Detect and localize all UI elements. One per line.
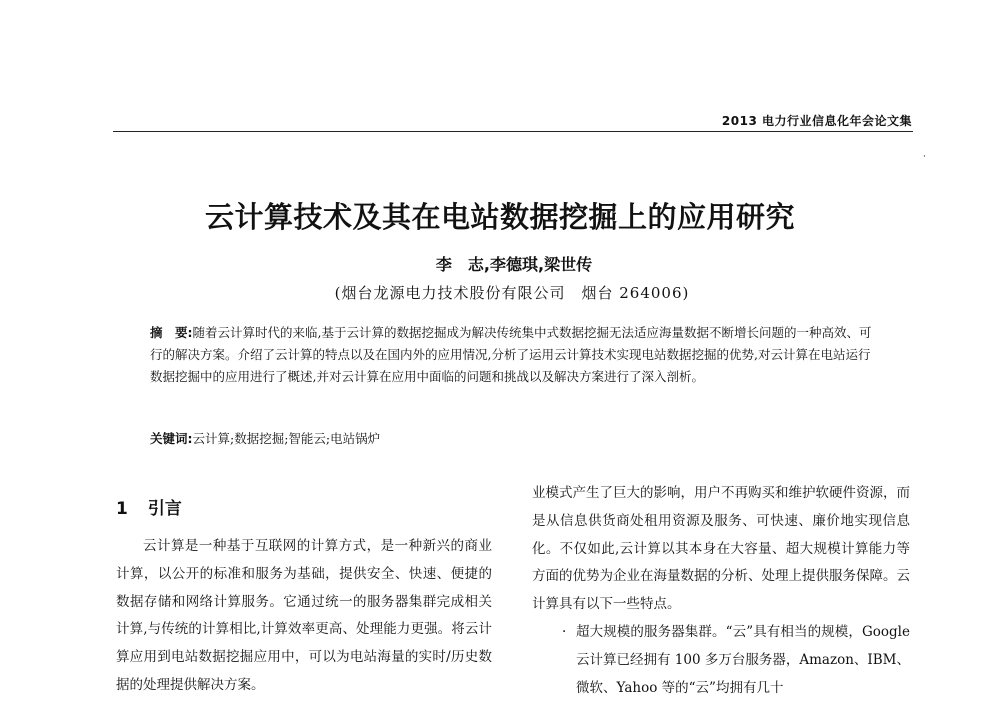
bullet-item [532,619,910,702]
abstract [150,322,880,388]
affiliation: (烟台龙源电力技术股份有限公司 烟台 264006) [334,284,690,302]
bullet-mark: · [562,623,567,640]
bullet-text: 超大规模的服务器集群。“云”具有相当的规模，Google 云计算已经拥有 100 多万台服务器，Amazon、IBM、微软、Yahoo 等的“云”均拥有几十 [576,623,910,696]
proceedings-header: 2013 电力行业信息化年会论文集 [721,114,912,128]
authors: 李 志,李德琪,梁世传 [435,255,593,274]
continued-paragraph: 业模式产生了巨大的影响，用户不再购买和维护软硬件资源，而是从信息供货商处租用资源及服务、可快速、廉价地实现信息化。不仅如此,云计算以其本身在大容量、超大规模计算能力等方面的优势为企业在海量数据的分析、处理上提供服务保障。云计算具有以下一些特点。 [532,485,910,613]
abstract-label: 摘 要: [150,325,193,340]
margin-mark: · [923,152,926,162]
keywords [150,428,880,450]
keywords-text: 云计算;数据挖掘;智能云;电站锅炉 [192,431,381,446]
abstract-text: 随着云计算时代的来临,基于云计算的数据挖掘成为解决传统集中式数据挖掘无法适应海量数据不断增长问题的一种高效、可行的解决方案。介绍了云计算的特点以及在国内外的应用情况,分析了运用云计算技术实现电站数据挖掘的优势,对云计算在电站运行数据挖掘中的应用进行了概述,并对云计算在应用中面临的问题和挑战以及解决方案进行了深入剖析。 [150,325,872,384]
section-number: 1 [116,499,128,519]
section-heading-introduction [116,494,182,519]
right-column [532,480,910,702]
paper-title: 云计算技术及其在电站数据挖掘上的应用研究 [204,200,795,234]
header-rule [113,131,913,132]
left-column [116,533,492,700]
section-title: 引言 [147,499,182,519]
intro-paragraph: 云计算是一种基于互联网的计算方式，是一种新兴的商业计算，以公开的标准和服务为基础，提供安全、快速、便捷的数据存储和网络计算服务。它通过统一的服务器集群完成相关计算,与传统的计算相比,计算效率更高、处理能力更强。将云计算应用到电站数据挖掘应用中，可以为电站海量的实时/历史数据的处理提供解决方案。 [116,538,492,693]
keywords-label: 关键词: [150,431,193,446]
